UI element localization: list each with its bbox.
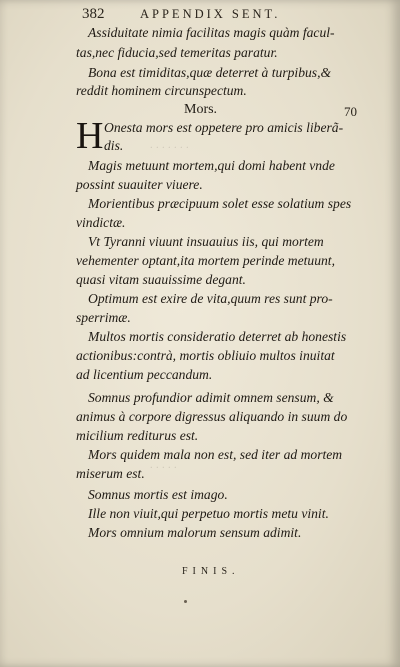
text-line: animus à corpore digressus aliquando in suum do <box>76 409 348 424</box>
text-line: Somnus mortis est imago. <box>88 487 228 502</box>
text-line: ad licentium peccandum. <box>76 367 213 382</box>
finis-mark: FINIS. <box>182 566 240 577</box>
text-line: micilium rediturus est. <box>76 428 199 443</box>
text-line: Assiduitate nimia facilitas magis quàm facul- <box>88 25 335 40</box>
text-line: possint suauiter viuere. <box>76 177 203 192</box>
text-line: vehementer optant,ita mortem perinde metuunt, <box>76 253 335 268</box>
text-line: Optimum est exire de vita,quum res sunt pro- <box>88 291 333 306</box>
text-line: dis. <box>104 138 124 153</box>
drop-initial: H <box>76 115 104 157</box>
text-line: Ille non viuit,qui perpetuo mortis metu vinit. <box>88 506 329 521</box>
text-line: actionibus:contrà, mortis obliuio multos inuitat <box>76 348 335 363</box>
text-line: Magis metuunt mortem,qui domi habent vnde <box>88 158 335 173</box>
text-line: quasi vitam suauissime degant. <box>76 272 246 287</box>
text-line: reddit hominem circunspectum. <box>76 83 247 98</box>
page-number: 382 <box>82 6 105 22</box>
text-line: Onesta mors est oppetere pro amicis liberã- <box>104 120 344 135</box>
text-line: sperrimæ. <box>76 310 131 325</box>
margin-number: 70 <box>344 104 357 119</box>
text-line: tas,nec fiducia,sed temeritas paratur. <box>76 45 278 60</box>
running-head <box>82 4 360 24</box>
text-line: Somnus profundior adimit omnem sensum, & <box>88 390 334 405</box>
text-line: Morientibus præcipuum solet esse solatium spes <box>88 196 352 211</box>
running-title: APPENDIX SENT. <box>140 7 281 21</box>
signature-dot <box>184 600 187 603</box>
text-line: Multos mortis consideratio deterret ab honestis <box>88 329 347 344</box>
text-line: Mors omnium malorum sensum adimit. <box>88 525 302 540</box>
show-through-text: · · · · · · · <box>150 140 189 154</box>
text-line: Vt Tyranni viuunt insuauius iis, qui mortem <box>88 234 324 249</box>
text-line: miserum est. <box>76 466 145 481</box>
show-through-text: · · · · · <box>150 460 177 474</box>
text-line: Bona est timiditas,quæ deterret à turpibus,& <box>88 65 332 80</box>
section-heading: Mors. <box>184 102 218 117</box>
text-line: Mors quidem mala non est, sed iter ad mortem <box>88 447 343 462</box>
text-line: vindictæ. <box>76 215 126 230</box>
